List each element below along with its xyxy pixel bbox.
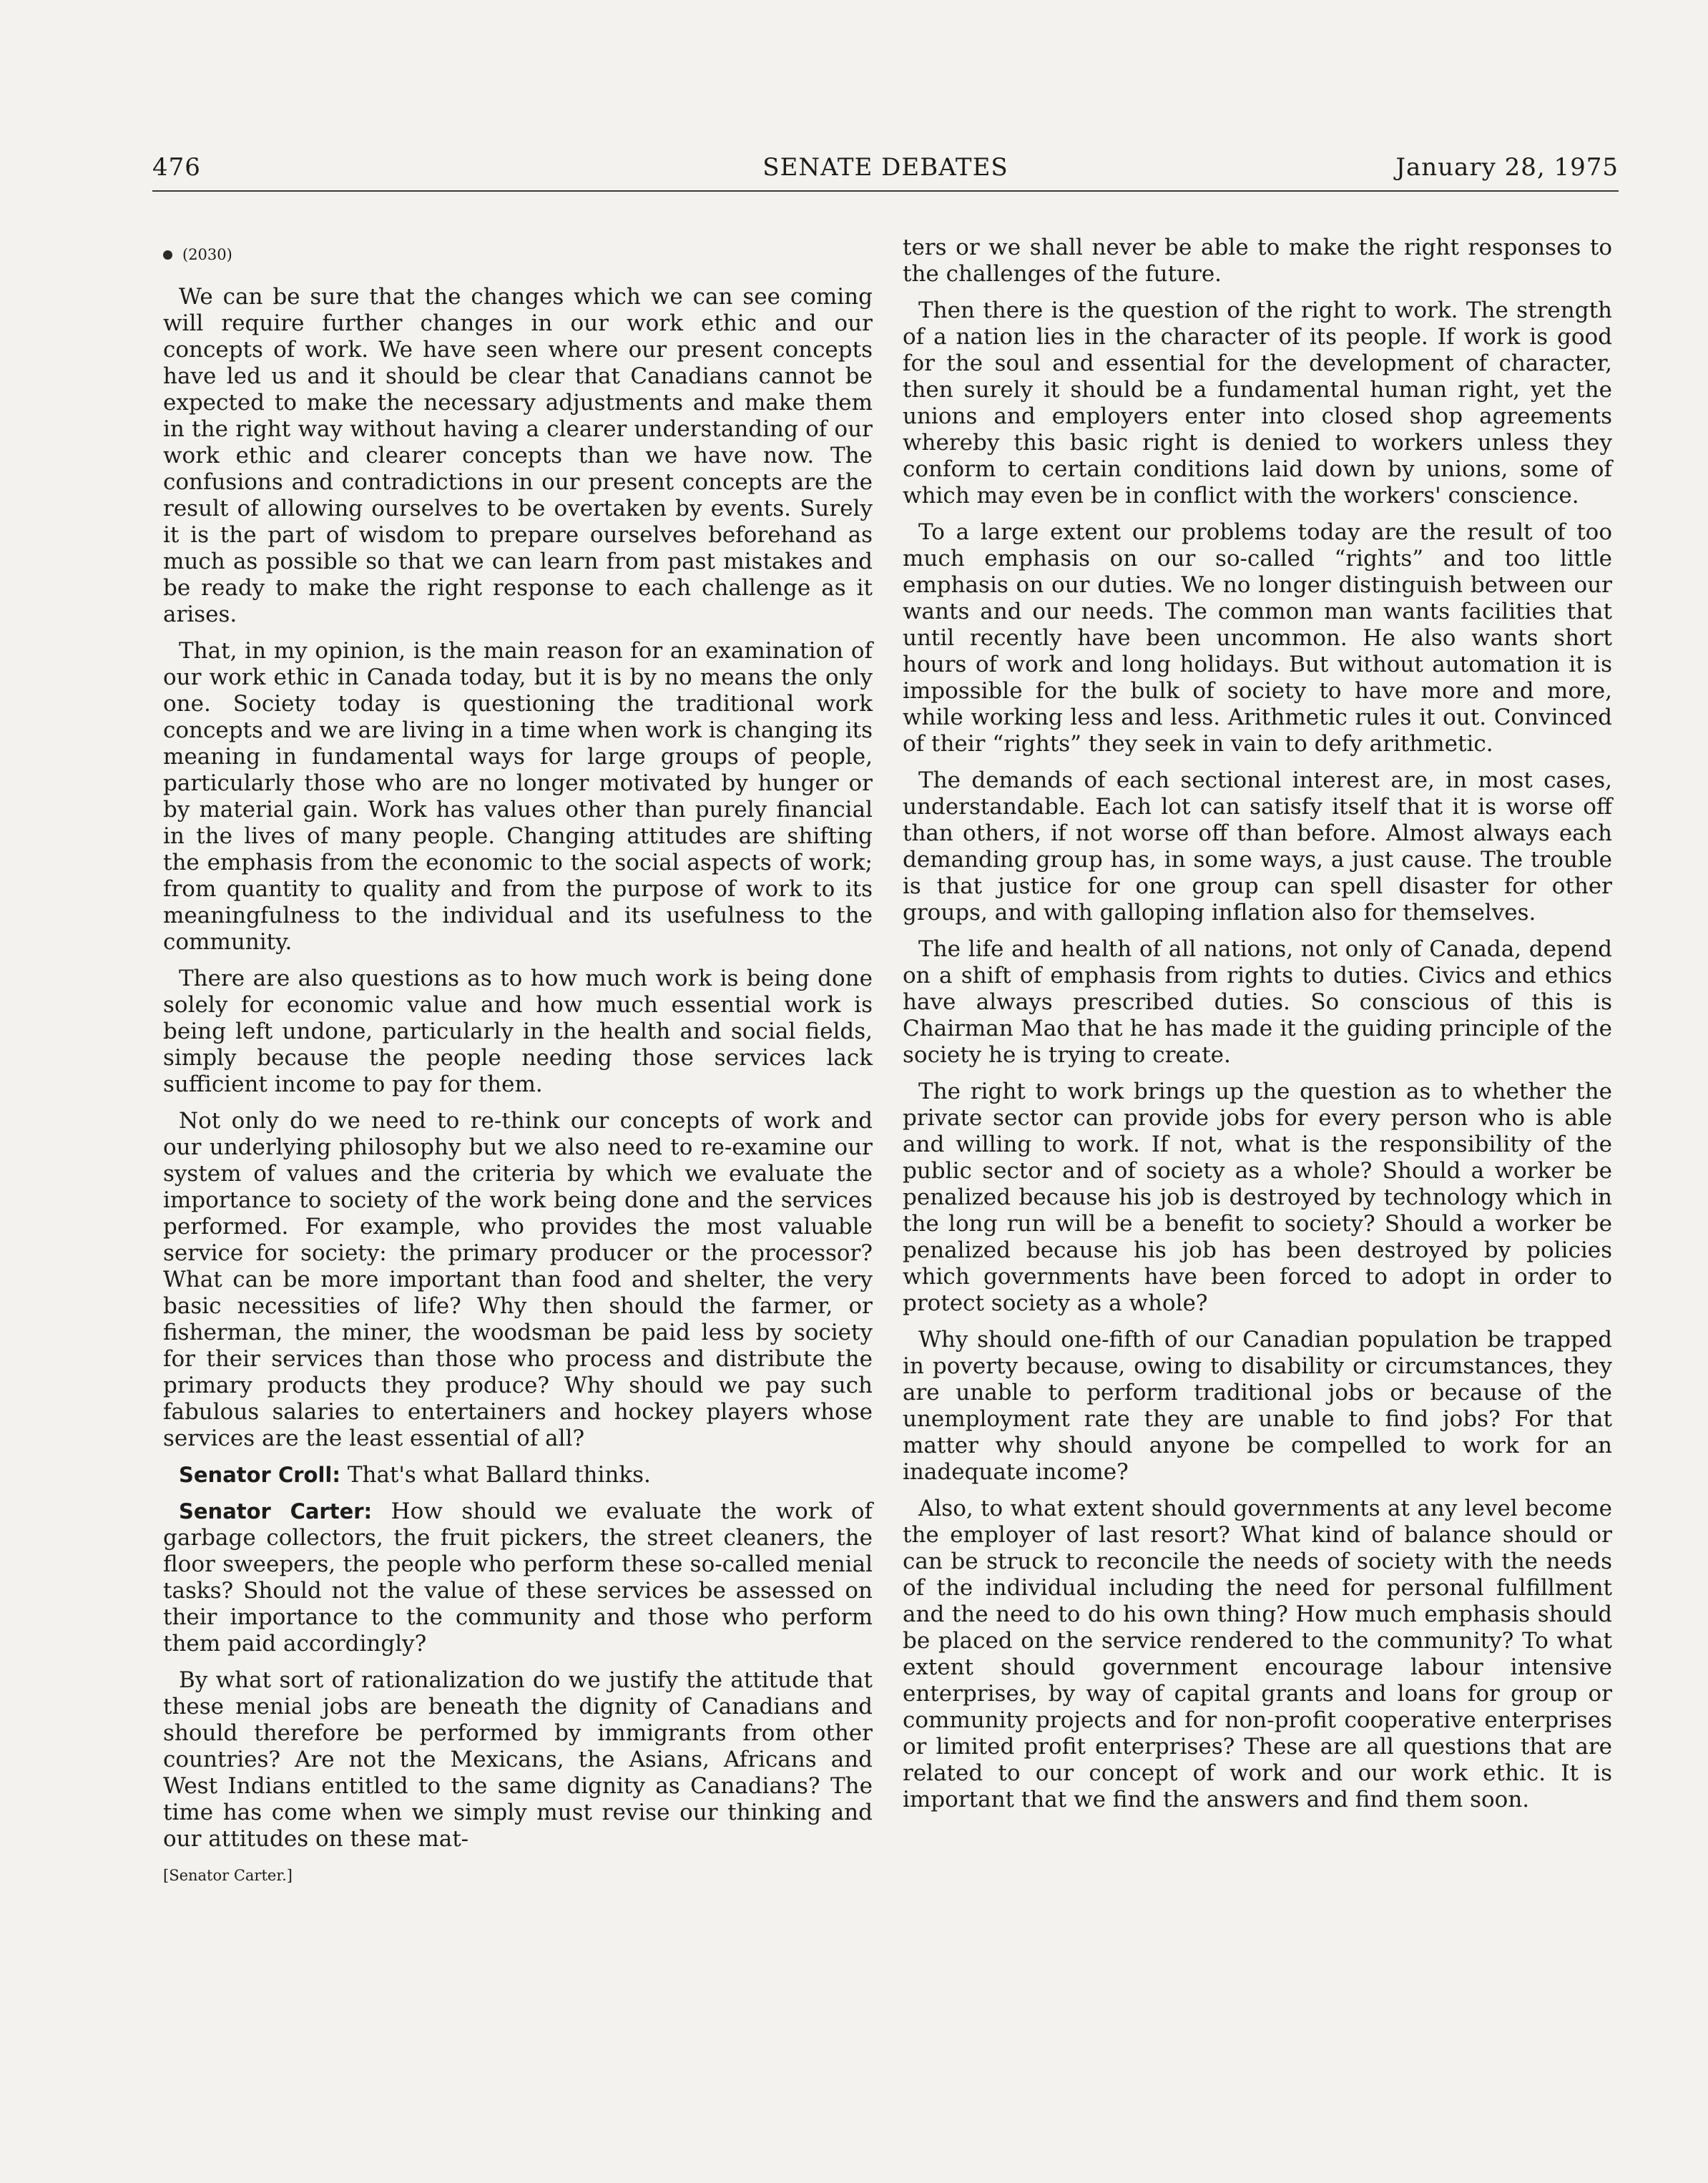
paragraph: By what sort of rationalization do we justify the attitude that these menial jobs are beneath the dignity of Canadians and should therefore be performed by immigrants from other countries? Are not the Mexicans, the Asians, Africans and West Indians entitled to the same dignity as Canadians? The time has come when we simply must revise our thinking and our attitudes on these mat- — [163, 1667, 873, 1852]
paragraph: We can be sure that the changes which we can see coming will require further changes in our work ethic and our concepts of work. We have seen where our present concepts have led us and it should be clear that Canadians cannot be expected to make the necessary adjustments and make them in the right way without having a clearer understanding of our work ethic and clearer concepts than we have now. The confusions and contradictions in our present concepts are the result of allowing ourselves to be overtaken by events. Surely it is the part of wisdom to prepare ourselves beforehand as much as possible so that we can learn from past mistakes and be ready to make the right response to each challenge as it arises. — [163, 284, 873, 627]
paragraph: ters or we shall never be able to make the right responses to the challenges of the future. — [903, 235, 1612, 287]
paragraph: The demands of each sectional interest are, in most cases, understandable. Each lot can satisfy itself that it is worse off than others, if not worse off than before. Almost always each demanding group has, in some ways, a just cause. The trouble is that justice for one group can spell disaster for other groups, and with galloping inflation also for themselves. — [903, 767, 1612, 926]
paragraph: The right to work brings up the question as to whether the private sector can provide jobs for every person who is able and willing to work. If not, what is the responsibility of the public sector and of society as a whole? Should a worker be penalized because his job is destroyed by technology which in the long run will be a benefit to society? Should a worker be penalized because his job has been destroyed by policies which governments have been forced to adopt in order to protect society as a whole? — [903, 1079, 1612, 1316]
running-header — [152, 152, 1619, 192]
time-marker-text: (2030) — [182, 246, 232, 263]
paragraph: Why should one-fifth of our Canadian population be trapped in poverty because, owing to disability or circumstances, they are unable to perform traditional jobs or because of the unemployment rate they are unable to find jobs? For that matter why should anyone be compelled to work for an inadequate income? — [903, 1327, 1612, 1485]
paragraph: Also, to what extent should governments at any level become the employer of last resort? What kind of balance should or can be struck to reconcile the needs of society with the needs of the individual including the need for personal fulfillment and the need to do his own thing? How much emphasis should be placed on the service rendered to the community? To what extent should government encourage labour intensive enterprises, by way of capital grants and loans for group or community projects and for non-profit cooperative enterprises or limited profit enterprises? These are all questions that are related to our concept of work and our work ethic. It is important that we find the answers and find them soon. — [903, 1496, 1612, 1812]
left-column — [163, 235, 873, 1899]
time-marker — [163, 242, 873, 268]
speech-text: That's what Ballard thinks. — [347, 1462, 651, 1488]
right-column — [903, 235, 1612, 1823]
speech-croll — [163, 1462, 873, 1488]
paragraph: Then there is the question of the right to work. The strength of a nation lies in the character of its people. If work is good for the soul and essential for the development of character, then surely it should be a fundamental human right, yet the unions and employers enter into closed shop agreements whereby this basic right is denied to workers unless they conform to certain conditions laid down by unions, some of which may even be in conflict with the workers' conscience. — [903, 298, 1612, 509]
speaker-name: Senator Carter: — [179, 1499, 373, 1524]
speech-carter — [163, 1498, 873, 1657]
paragraph: To a large extent our problems today are the result of too much emphasis on our so-called “rights” and too little emphasis on our duties. We no longer distinguish between our wants and our needs. The common man wants facilities that until recently have been uncommon. He also wants short hours of work and long holidays. But without automation it is impossible for the bulk of society to have more and more, while working less and less. Arithmetic rules it out. Convinced of their “rights” they seek in vain to defy arithmetic. — [903, 519, 1612, 757]
paragraph: There are also questions as to how much work is being done solely for economic value and how much essential work is being left undone, particularly in the health and social fields, simply because the people needing those services lack sufficient income to pay for them. — [163, 966, 873, 1097]
paragraph: The life and health of all nations, not only of Canada, depend on a shift of emphasis from rights to duties. Civics and ethics have always prescribed duties. So conscious of this is Chairman Mao that he has made it the guiding principle of the society he is trying to create. — [903, 936, 1612, 1068]
speech-text: How should we evaluate the work of garbage collectors, the fruit pickers, the street cleaners, the floor sweepers, the people who perform these so-called menial tasks? Should not the value of these services be assessed on their importance to the community and those who perform them paid accordingly? — [163, 1498, 873, 1657]
paragraph: That, in my opinion, is the main reason for an examination of our work ethic in Canada today, but it is by no means the only one. Society today is questioning the traditional work concepts and we are living in a time when work is changing its meaning in fundamental ways for large groups of people, particularly those who are no longer motivated by hunger or by material gain. Work has values other than purely financial in the lives of many people. Changing attitudes are shifting the emphasis from the economic to the social aspects of work; from quantity to quality and from the purpose of work to its meaningfulness to the individual and its usefulness to the community. — [163, 638, 873, 955]
bullet-icon — [163, 250, 172, 260]
publication-title: SENATE DEBATES — [762, 153, 1008, 182]
paragraph: Not only do we need to re-think our concepts of work and our underlying philosophy but we also need to re-examine our system of values and the criteria by which we evaluate the importance to society of the work being done and the services performed. For example, who provides the most valuable service for society: the primary producer or the processor? What can be more important than food and shelter, the very basic necessities of life? Why then should the farmer, or fisherman, the miner, the woodsman be paid less by society for their services than those who process and distribute the primary products they produce? Why should we pay such fabulous salaries to entertainers and hockey players whose services are the least essential of all? — [163, 1108, 873, 1451]
speaker-tag: [Senator Carter.] — [163, 1867, 293, 1884]
page-number: 476 — [152, 153, 201, 182]
speaker-name: Senator Croll: — [179, 1463, 340, 1487]
issue-date: January 28, 1975 — [1395, 153, 1619, 182]
